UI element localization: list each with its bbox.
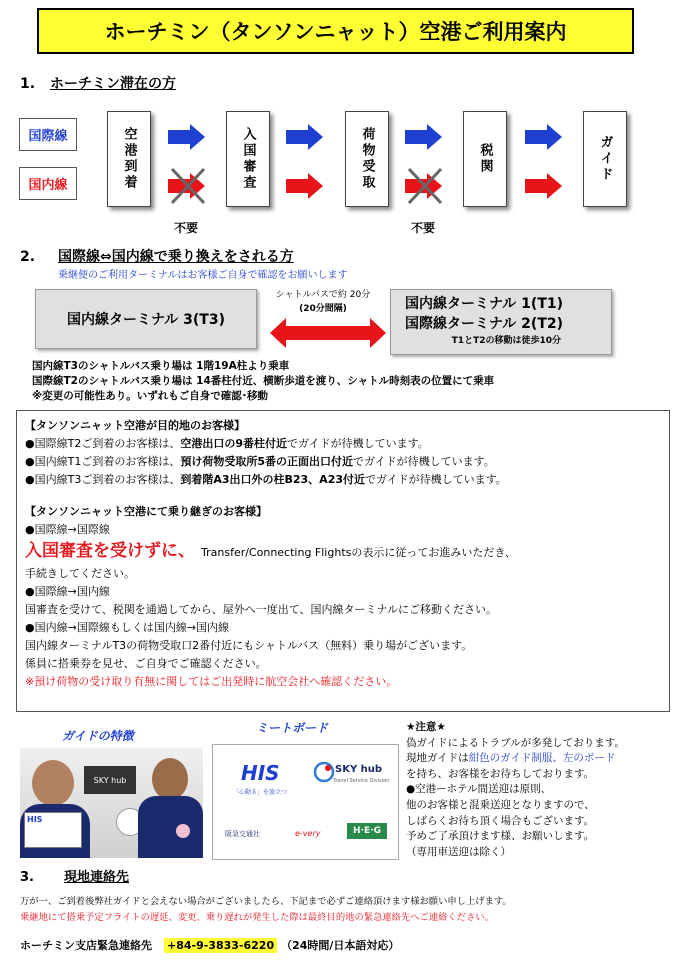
arrow-blue-1-icon: [168, 124, 205, 150]
baggage-warning: ※預け荷物の受け取り有無に関してはご出発時に航空会社へ確認ください。: [25, 675, 398, 688]
emergency-contact: ホーチミン支店緊急連絡先 +84-9-3833-6220 （24時間/日本語対応）: [20, 938, 400, 952]
arrow-red-4-icon: [525, 173, 562, 199]
not-required-label-2: 不要: [411, 221, 436, 235]
caution-block: ★注意★ 偽ガイドによるトラブルが多発しております。 現地ガイドは紺色のガイド制服、左のボード を持ち、お客様をお待ちしております。 ●空港ーホテル間送迎は原則、 他のお客様と混乗送迎となりますので、 しばらくお待ち頂く場合もございます。 予めご了承頂けます様、お願いします。 （専用車送迎は除く）: [406, 720, 676, 860]
heg-logo: H·E·G: [347, 823, 387, 839]
dom-intl-label: ●国内線→国際線もしくは国内線→国内線: [25, 621, 230, 634]
not-required-label-1: 不要: [174, 221, 199, 235]
stage-baggage: 荷物受取: [345, 111, 389, 207]
guide-features-title: ガイドの特徴: [62, 729, 134, 743]
guide-photo: [20, 748, 203, 858]
intl-intl-label: ●国際線→国際線: [25, 523, 110, 536]
sky-hub-name: SKY hub: [335, 764, 383, 775]
page-title: ホーチミン（タンソンニャット）空港ご利用案内: [37, 8, 634, 54]
transfer-heading: 【タンソンニャット空港にて乗り継ぎのお客様】: [25, 505, 267, 518]
terminal-t3: 国内線ターミナル 3(T3): [35, 289, 257, 349]
arrow-blue-2-icon: [286, 124, 323, 150]
section3-heading: 3. 現地連絡先: [20, 870, 130, 885]
transit-delay-note: 乗継地にて搭乗予定フライトの遅延、変更、乗り遅れが発生した際は最終目的地の緊急連絡先へご連絡ください。: [20, 912, 494, 923]
double-arrow-icon: [270, 318, 386, 348]
t1-arrival-line: ●国内線T1ご到着のお客様は、預け荷物受取所5番の正面出口付近でガイドが待機しています。: [25, 455, 495, 468]
walk-note: T1とT2の移動は徒歩10分: [451, 336, 561, 346]
guide1-head: [32, 760, 74, 806]
sky-hub-logo-icon: [313, 761, 335, 783]
stage-immigration: 入国審査: [226, 111, 270, 207]
arrow-blue-3-icon: [405, 124, 442, 150]
guide2-head: [152, 758, 188, 800]
arrow-red-crossed-3-icon: [403, 166, 445, 206]
stage-guide: ガイド: [583, 111, 627, 207]
intl-intl-line: 入国審査を受けずに、 Transfer/Connecting Flightsの表示に従ってお進みいただき、: [25, 541, 516, 561]
destination-heading: 【タンソンニャット空港が目的地のお客様】: [25, 419, 245, 432]
guide-sky-sign: SKY hub: [84, 766, 136, 794]
his-logo: HIS: [241, 761, 280, 785]
hankyu-logo: 阪急交通社: [225, 830, 260, 838]
guide-board: HIS: [24, 812, 82, 848]
shuttle-notes: 国内線T3のシャトルバス乗り場は 1階19A柱より乗車 国際線T2のシャトルバス乗り場は 14番柱付近、横断歩道を渡り、シャトル時刻表の位置にて乗車 ※変更の可能性あり。いずれもご自身で確認･移動: [32, 360, 495, 402]
meet-board: [212, 744, 399, 860]
every-logo: e-very: [295, 829, 321, 838]
section2-subnote: 乗継便のご利用ターミナルはお客様ご自身で確認をお願いします: [58, 270, 348, 281]
contact-note: 万が一、ご到着後弊社ガイドと会えない場合がございましたら、下記まで必ずご連絡頂けます様お願い申し上げます。: [20, 896, 512, 907]
his-tagline: 「心動る」を旅立つ: [233, 789, 288, 796]
emergency-phone[interactable]: +84-9-3833-6220: [164, 938, 277, 953]
caution-title: ★注意★: [406, 721, 446, 733]
route-label-domestic: 国内線: [19, 167, 77, 200]
section2-heading: 2. 国際線⇔国内線で乗り換えをされる方: [20, 249, 294, 265]
t2-arrival-line: ●国際線T2ご到着のお客様は、空港出口の9番柱付近でガイドが待機しています。: [25, 437, 429, 450]
stage-arrival: 空港到着: [107, 111, 151, 207]
terminal-t1-t2: [390, 289, 612, 355]
meet-board-title: ミートボード: [256, 721, 329, 735]
guide2-badge: [176, 824, 190, 838]
route-label-international: 国際線: [19, 118, 77, 151]
terminal-t2-label: 国際線ターミナル 2(T2): [405, 316, 564, 332]
arrow-red-2-icon: [286, 173, 323, 199]
arrow-blue-4-icon: [525, 124, 562, 150]
guide2-uniform: [138, 796, 203, 858]
shuttle-info: シャトルバスで約 20分 (20分間隔): [275, 290, 371, 314]
stage-customs: 税関: [463, 111, 507, 207]
section1-heading: 1. ホーチミン滞在の方: [20, 76, 176, 92]
sky-hub-sub: Travel Service Division: [333, 778, 390, 784]
info-box: 【タンソンニャット空港が目的地のお客様】 ●国際線T2ご到着のお客様は、空港出口の9番柱付近でガイドが待機しています。 ●国内線T1ご到着のお客様は、預け荷物受取所5番の正面出口付近でガイドが待機しています。 ●国内線T3ご到着のお客様は、到着階A3出口外の柱B23、A23付近でガイドが待機しています。 【タンソンニャット空港にて乗り継ぎのお客様】 ●国際線→国際線 入国審査を受けずに、 Transfer/Connecting Flightsの表示に従ってお進みいただき、 手続きしてください。 ●国際線→国内線 国審査を受けて、税関を通過してから、屋外へ一度出て、国内線ターミナルにご移動ください。 ●国内線→国際線もしくは国内線→国内線 国内線ターミナルT3の荷物受取口2番付近にもシャトルバス（無料）乗り場がございます。 係員に搭乗券を見せ、ご自身でご確認ください。 ※預け荷物の受け取り有無に関してはご出発時に航空会社へ確認ください。: [16, 410, 670, 712]
t3-arrival-line: ●国内線T3ご到着のお客様は、到着階A3出口外の柱B23、A23付近でガイドが待機しています。: [25, 473, 507, 486]
intl-dom-label: ●国際線→国内線: [25, 585, 110, 598]
arrow-red-crossed-1-icon: [166, 166, 208, 206]
terminal-t1-label: 国内線ターミナル 1(T1): [405, 296, 564, 312]
